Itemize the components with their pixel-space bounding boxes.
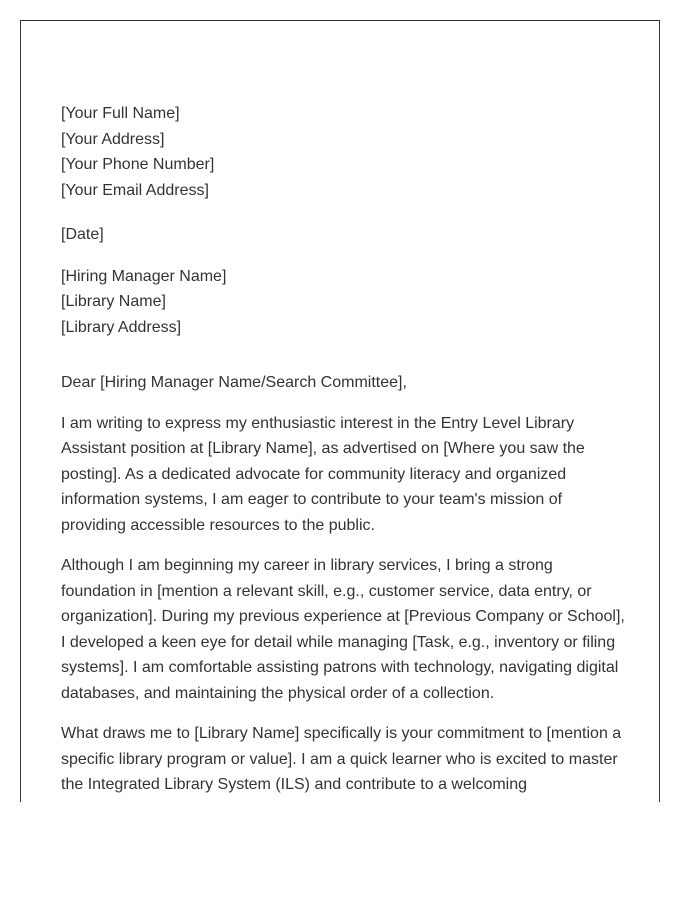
sender-email: [Your Email Address] bbox=[61, 181, 209, 199]
letter-body bbox=[61, 101, 626, 802]
sender-address: [Your Address] bbox=[61, 130, 165, 148]
recipient-library: [Library Name] bbox=[61, 293, 166, 310]
sender-phone: [Your Phone Number] bbox=[61, 156, 215, 173]
date-block bbox=[61, 222, 626, 248]
salutation: Dear [Hiring Manager Name/Search Committee], bbox=[61, 374, 407, 391]
paragraph-intro: I am writing to express my enthusiastic interest in the Entry Level Library Assistant position at [Library Name], as advertised on [Where you saw the posting]. As a dedicated advocate for community literacy and organized information systems, I am eager to contribute to your team's mission of providing accessible resources to the public. bbox=[61, 414, 585, 534]
recipient-block bbox=[61, 264, 626, 341]
sender-name: [Your Full Name] bbox=[61, 105, 180, 122]
sender-block bbox=[61, 101, 626, 203]
letter-page bbox=[20, 20, 660, 802]
paragraph-motivation: What draws me to [Library Name] specifically is your commitment to [mention a specific library program or value]. I am a quick learner who is excited to master the Integrated Library System (ILS) and contribute to a welcoming bbox=[61, 725, 622, 793]
paragraph-experience: Although I am beginning my career in library services, I bring a strong foundation in [mention a relevant skill, e.g., customer service, data entry, or organization]. During my previous experience at [Previous Company or School], I developed a keen eye for detail while managing [Task, e.g., inventory or filing systems]. I am comfortable assisting patrons with technology, navigating digital databases, and maintaining the physical order of a collection. bbox=[61, 557, 625, 702]
letter-date: [Date] bbox=[61, 226, 104, 243]
recipient-address: [Library Address] bbox=[61, 318, 182, 336]
recipient-name: [Hiring Manager Name] bbox=[61, 267, 227, 285]
